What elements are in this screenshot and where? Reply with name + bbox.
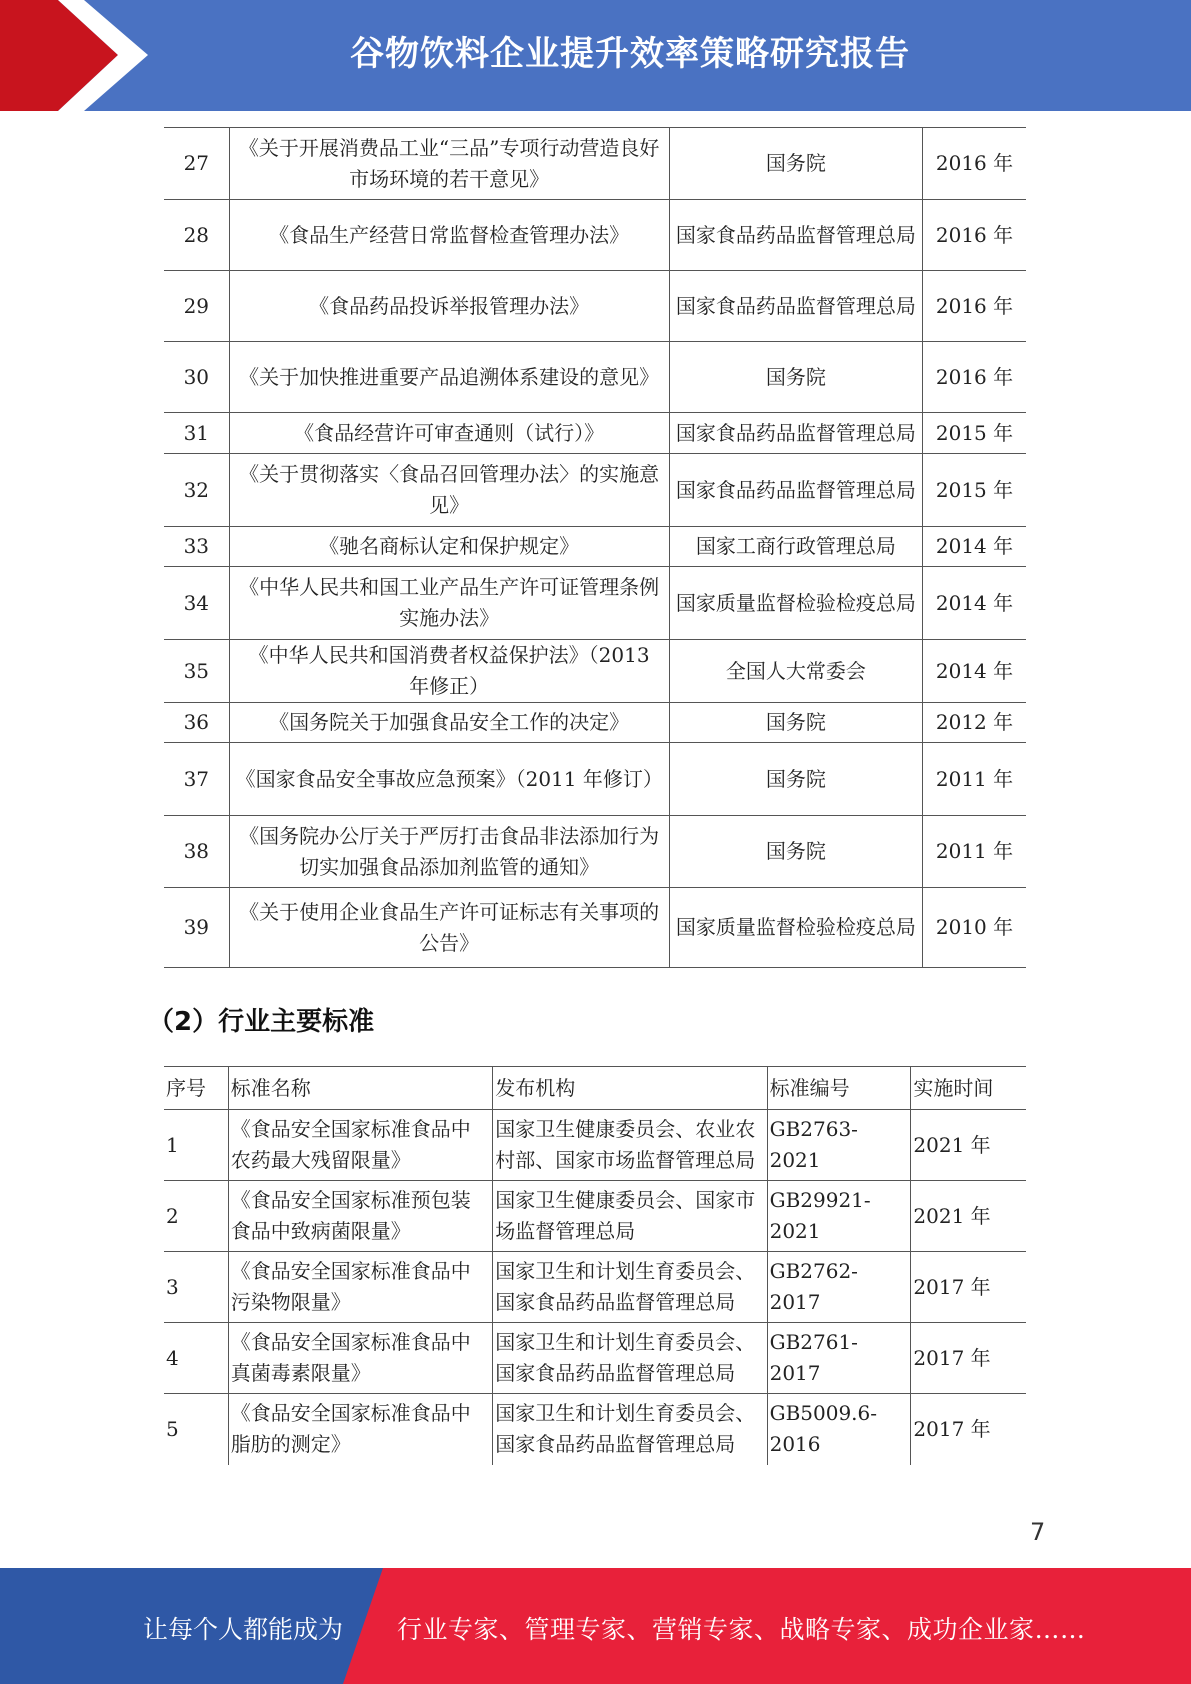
footer-banner bbox=[0, 1568, 1191, 1684]
regulation-name: 《驰名商标认定和保护规定》 bbox=[229, 527, 669, 567]
issuing-authority bbox=[669, 413, 922, 454]
issue-year: 2014 年 bbox=[923, 527, 1026, 567]
table-row bbox=[164, 342, 1026, 413]
issuing-authority: 国家食品药品监督管理总局 bbox=[669, 271, 922, 342]
table-row bbox=[164, 413, 1026, 454]
standard-code: GB29921-2021 bbox=[767, 1181, 911, 1252]
issuing-authority: 国家食品药品监督管理总局 bbox=[669, 200, 922, 271]
issuing-authority: 国务院 bbox=[669, 128, 922, 200]
report-title: 谷物饮料企业提升效率策略研究报告 bbox=[350, 34, 910, 74]
regulations-table bbox=[164, 127, 1026, 968]
effective-year: 2021 年 bbox=[911, 1110, 1026, 1181]
row-number: 30 bbox=[164, 342, 229, 413]
table-row bbox=[164, 1323, 1026, 1394]
issue-year: 2016 年 bbox=[923, 200, 1026, 271]
row-number: 1 bbox=[164, 1110, 228, 1181]
issue-year: 2015 年 bbox=[923, 413, 1026, 454]
issuing-authority-text: 国家食品药品监督管理总局 bbox=[675, 420, 916, 445]
table-row bbox=[164, 567, 1026, 640]
regulation-name: 《关于使用企业食品生产许可证标志有关事项的公告》 bbox=[229, 888, 669, 968]
header-num: 序号 bbox=[164, 1067, 228, 1110]
issuing-authority: 国家质量监督检验检疫总局 bbox=[669, 567, 922, 640]
regulation-name: 《关于开展消费品工业“三品”专项行动营造良好市场环境的若干意见》 bbox=[229, 128, 669, 200]
issuing-authority: 国家卫生和计划生育委员会、国家食品药品监督管理总局 bbox=[493, 1394, 767, 1465]
effective-year: 2021 年 bbox=[911, 1181, 1026, 1252]
row-number: 29 bbox=[164, 271, 229, 342]
table-row bbox=[164, 1252, 1026, 1323]
issue-year: 2012 年 bbox=[923, 703, 1026, 743]
table-row bbox=[164, 888, 1026, 968]
regulation-name: 《国务院关于加强食品安全工作的决定》 bbox=[229, 703, 669, 743]
standard-name: 《食品安全国家标准食品中真菌毒素限量》 bbox=[228, 1323, 492, 1394]
header-org: 发布机构 bbox=[493, 1067, 767, 1110]
issuing-authority: 国务院 bbox=[669, 816, 922, 888]
table-row bbox=[164, 1394, 1026, 1465]
standard-name: 《食品安全国家标准食品中农药最大残留限量》 bbox=[228, 1110, 492, 1181]
row-number: 36 bbox=[164, 703, 229, 743]
row-number: 28 bbox=[164, 200, 229, 271]
standards-table bbox=[164, 1066, 1026, 1465]
issue-year: 2011 年 bbox=[923, 743, 1026, 816]
issue-year: 2014 年 bbox=[923, 640, 1026, 703]
row-number: 33 bbox=[164, 527, 229, 567]
issue-year: 2014 年 bbox=[923, 567, 1026, 640]
issuing-authority: 国务院 bbox=[669, 743, 922, 816]
row-number: 27 bbox=[164, 128, 229, 200]
row-number: 32 bbox=[164, 454, 229, 527]
table-row bbox=[164, 816, 1026, 888]
issuing-authority: 国务院 bbox=[669, 703, 922, 743]
row-number: 4 bbox=[164, 1323, 228, 1394]
table-row bbox=[164, 703, 1026, 743]
table-row bbox=[164, 743, 1026, 816]
regulation-name: 《国务院办公厅关于严厉打击食品非法添加行为切实加强食品添加剂监管的通知》 bbox=[229, 816, 669, 888]
regulation-name: 《中华人民共和国消费者权益保护法》（2013 年修正） bbox=[229, 640, 669, 703]
effective-year: 2017 年 bbox=[911, 1394, 1026, 1465]
issue-year: 2016 年 bbox=[923, 342, 1026, 413]
issue-year: 2010 年 bbox=[923, 888, 1026, 968]
issuing-authority: 国家工商行政管理总局 bbox=[669, 527, 922, 567]
issue-year: 2015 年 bbox=[923, 454, 1026, 527]
standard-code: GB2762-2017 bbox=[767, 1252, 911, 1323]
standard-code: GB2761-2017 bbox=[767, 1323, 911, 1394]
header-year: 实施时间 bbox=[911, 1067, 1026, 1110]
table-row bbox=[164, 454, 1026, 527]
effective-year: 2017 年 bbox=[911, 1252, 1026, 1323]
issue-year: 2016 年 bbox=[923, 271, 1026, 342]
issuing-authority: 全国人大常委会 bbox=[669, 640, 922, 703]
issuing-authority: 国家食品药品监督管理总局 bbox=[669, 454, 922, 527]
row-number: 34 bbox=[164, 567, 229, 640]
table-row bbox=[164, 271, 1026, 342]
header-code: 标准编号 bbox=[767, 1067, 911, 1110]
row-number: 38 bbox=[164, 816, 229, 888]
section-heading: （2）行业主要标准 bbox=[148, 1007, 375, 1037]
regulation-name: 《食品生产经营日常监督检查管理办法》 bbox=[229, 200, 669, 271]
issuing-authority: 国务院 bbox=[669, 342, 922, 413]
regulation-name: 《国家食品安全事故应急预案》（2011 年修订） bbox=[229, 743, 669, 816]
table-row bbox=[164, 200, 1026, 271]
table-row bbox=[164, 527, 1026, 567]
standard-code: GB2763-2021 bbox=[767, 1110, 911, 1181]
standard-name: 《食品安全国家标准食品中污染物限量》 bbox=[228, 1252, 492, 1323]
standard-name: 《食品安全国家标准食品中脂肪的测定》 bbox=[228, 1394, 492, 1465]
issuing-authority: 国家卫生健康委员会、国家市场监督管理总局 bbox=[493, 1181, 767, 1252]
row-number: 31 bbox=[164, 413, 229, 454]
footer-slogan-right: 行业专家、管理专家、营销专家、战略专家、成功企业家…… bbox=[397, 1615, 1086, 1644]
effective-year: 2017 年 bbox=[911, 1323, 1026, 1394]
header-name: 标准名称 bbox=[228, 1067, 492, 1110]
regulation-name: 《中华人民共和国工业产品生产许可证管理条例实施办法》 bbox=[229, 567, 669, 640]
row-number: 2 bbox=[164, 1181, 228, 1252]
issuing-authority: 国家卫生和计划生育委员会、国家食品药品监督管理总局 bbox=[493, 1252, 767, 1323]
issue-year: 2016 年 bbox=[923, 128, 1026, 200]
row-number: 5 bbox=[164, 1394, 228, 1465]
standard-code: GB5009.6-2016 bbox=[767, 1394, 911, 1465]
standard-name: 《食品安全国家标准预包装食品中致病菌限量》 bbox=[228, 1181, 492, 1252]
table-row bbox=[164, 128, 1026, 200]
issue-year: 2011 年 bbox=[923, 816, 1026, 888]
table-row bbox=[164, 1181, 1026, 1252]
footer-slogan-left: 让每个人都能成为 bbox=[143, 1615, 344, 1644]
table-row bbox=[164, 1110, 1026, 1181]
row-number: 35 bbox=[164, 640, 229, 703]
row-number: 37 bbox=[164, 743, 229, 816]
header-banner bbox=[0, 0, 1191, 111]
regulation-name: 《食品经营许可审查通则（试行）》 bbox=[229, 413, 669, 454]
issuing-authority: 国家卫生健康委员会、农业农村部、国家市场监督管理总局 bbox=[493, 1110, 767, 1181]
regulation-name: 《关于加快推进重要产品追溯体系建设的意见》 bbox=[229, 342, 669, 413]
page-number: 7 bbox=[1030, 1518, 1046, 1546]
issuing-authority: 国家质量监督检验检疫总局 bbox=[669, 888, 922, 968]
issuing-authority: 国家卫生和计划生育委员会、国家食品药品监督管理总局 bbox=[493, 1323, 767, 1394]
row-number: 3 bbox=[164, 1252, 228, 1323]
table-row bbox=[164, 640, 1026, 703]
row-number: 39 bbox=[164, 888, 229, 968]
regulation-name: 《食品药品投诉举报管理办法》 bbox=[229, 271, 669, 342]
regulation-name: 《关于贯彻落实〈食品召回管理办法〉的实施意见》 bbox=[229, 454, 669, 527]
table-header-row bbox=[164, 1067, 1026, 1110]
